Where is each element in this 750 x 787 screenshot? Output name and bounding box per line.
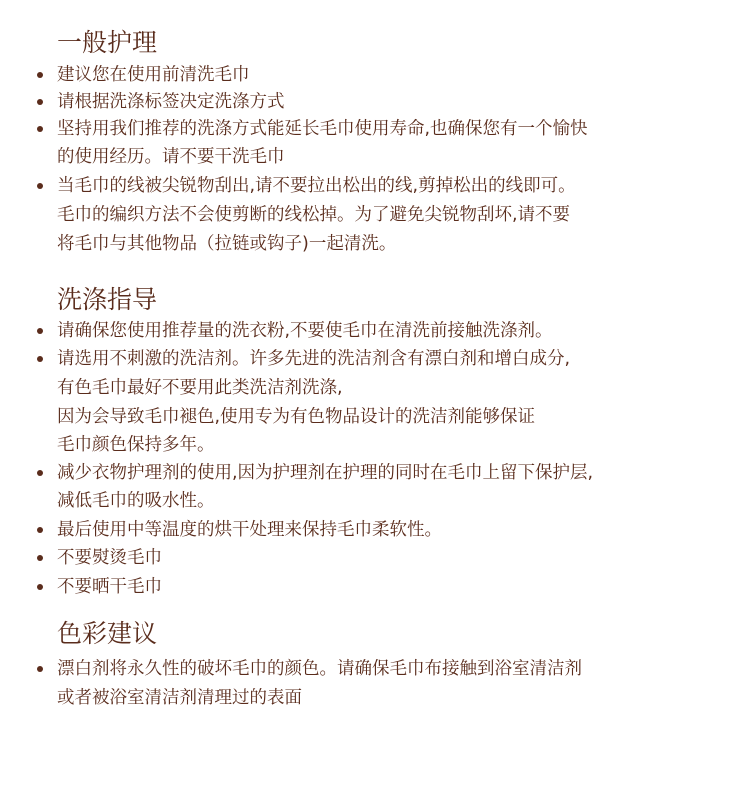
item-text: 最后使用中等温度的烘干处理来保持毛巾柔软性。 (57, 520, 442, 540)
item-text-continued: 毛巾的编织方法不会使剪断的线松掉。为了避免尖锐物刮坏,请不要 (57, 205, 571, 225)
bullet-icon (37, 126, 43, 132)
item-text: 不要晒干毛巾 (57, 577, 162, 597)
bullet-icon (37, 328, 43, 334)
bullet-icon (37, 584, 43, 590)
bullet-icon (37, 183, 43, 189)
section-title: 洗涤指导 (57, 285, 158, 314)
item-text-continued: 因为会导致毛巾褪色,使用专为有色物品设计的洗洁剂能够保证 (57, 407, 536, 427)
item-text: 不要熨烫毛巾 (57, 548, 162, 568)
item-text: 坚持用我们推荐的洗涤方式能延长毛巾使用寿命,也确保您有一个愉快 (57, 119, 588, 139)
item-text-continued: 或者被浴室清洁剂清理过的表面 (57, 688, 302, 708)
bullet-icon (37, 470, 43, 476)
item-text: 请确保您使用推荐量的洗衣粉,不要使毛巾在清洗前接触洗涤剂。 (57, 321, 553, 341)
bullet-icon (37, 99, 43, 105)
bullet-icon (37, 527, 43, 533)
section-title: 一般护理 (57, 28, 158, 57)
item-text: 建议您在使用前清洗毛巾 (57, 65, 250, 85)
bullet-icon (37, 72, 43, 78)
item-text: 请根据洗涤标签决定洗涤方式 (57, 92, 285, 112)
item-text-continued: 毛巾颜色保持多年。 (57, 435, 215, 455)
bullet-icon (37, 666, 43, 672)
item-text-continued: 的使用经历。请不要干洗毛巾 (57, 147, 285, 167)
item-text-continued: 减低毛巾的吸水性。 (57, 491, 215, 511)
bullet-icon (37, 356, 43, 362)
item-text: 当毛巾的线被尖锐物刮出,请不要拉出松出的线,剪掉松出的线即可。 (57, 176, 576, 196)
section-title: 色彩建议 (57, 619, 158, 648)
bullet-icon (37, 555, 43, 561)
item-text: 减少衣物护理剂的使用,因为护理剂在护理的同时在毛巾上留下保护层, (57, 463, 594, 483)
item-text: 请选用不刺激的洗洁剂。许多先进的洗洁剂含有漂白剂和增白成分, (57, 349, 571, 369)
item-text: 漂白剂将永久性的破坏毛巾的颜色。请确保毛巾布接触到浴室清洁剂 (57, 659, 582, 679)
item-text-continued: 有色毛巾最好不要用此类洗洁剂洗涤, (57, 378, 343, 398)
item-text-continued: 将毛巾与其他物品（拉链或钩子)一起清洗。 (57, 234, 397, 254)
